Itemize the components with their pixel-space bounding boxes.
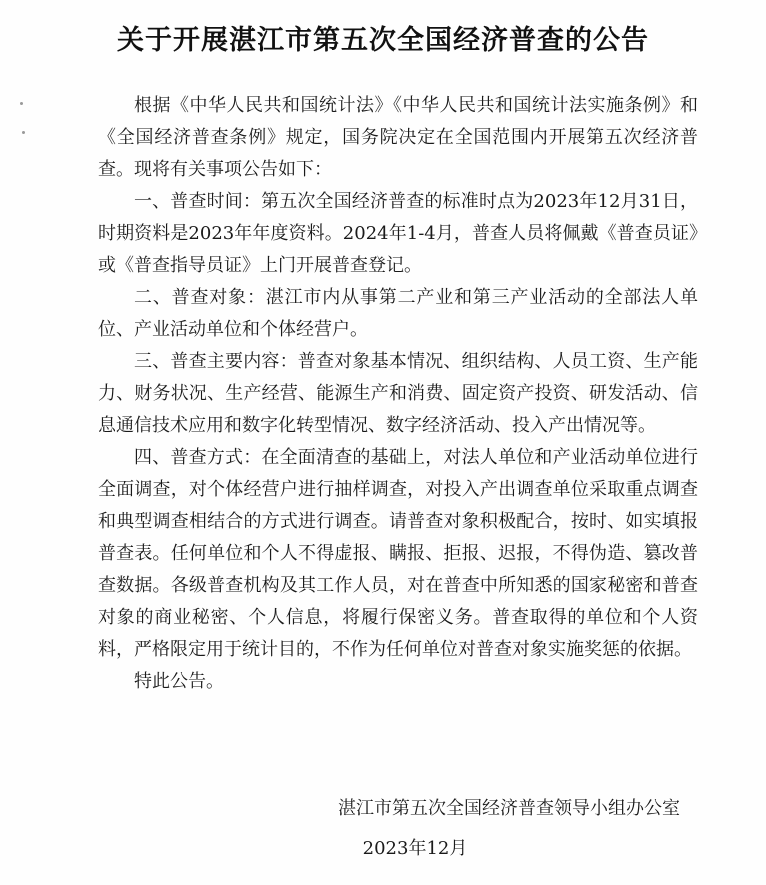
scan-speck bbox=[20, 102, 23, 105]
paragraph-census-method: 四、普查方式：在全面清查的基础上，对法人单位和产业活动单位进行全面调查，对个体经营户进行抽样调查，对投入产出调查单位采取重点调查和典型调查相结合的方式进行调查。请普查对象积极配合，按时、如实填报普查表。任何单位和个人不得虚报、瞒报、拒报、迟报，不得伪造、篡改普查数据。各级普查机构及其工作人员，对在普查中所知悉的国家秘密和普查对象的商业秘密、个人信息，将履行保密义务。普查取得的单位和个人资料，严格限定用于统计目的，不作为任何单位对普查对象实施奖惩的依据。 bbox=[98, 447, 698, 660]
paragraph-closing: 特此公告。 bbox=[134, 671, 224, 692]
paragraph-census-content: 三、普查主要内容：普查对象基本情况、组织结构、人员工资、生产能力、财务状况、生产经营、能源生产和消费、固定资产投资、研发活动、信息通信技术应用和数字化转型情况、数字经济活动、投入产出情况等。 bbox=[98, 351, 698, 436]
notice-body bbox=[98, 90, 698, 698]
signature-office: 湛江市第五次全国经济普查领导小组办公室 bbox=[338, 798, 680, 819]
signature-date: 2023年12月 bbox=[362, 838, 468, 859]
notice-title: 关于开展湛江市第五次全国经济普查的公告 bbox=[117, 25, 649, 56]
paragraph-census-time: 一、普查时间：第五次全国经济普查的标准时点为2023年12月31日，时期资料是2023年年度资料。2024年1-4月，普查人员将佩戴《普查员证》或《普查指导员证》上门开展普查登记。 bbox=[98, 191, 698, 276]
paragraph-intro: 根据《中华人民共和国统计法》《中华人民共和国统计法实施条例》和《全国经济普查条例》规定，国务院决定在全国范围内开展第五次经济普查。现将有关事项公告如下： bbox=[98, 95, 698, 180]
paragraph-census-objects: 二、普查对象：湛江市内从事第二产业和第三产业活动的全部法人单位、产业活动单位和个体经营户。 bbox=[98, 287, 698, 340]
scan-speck bbox=[22, 131, 25, 134]
